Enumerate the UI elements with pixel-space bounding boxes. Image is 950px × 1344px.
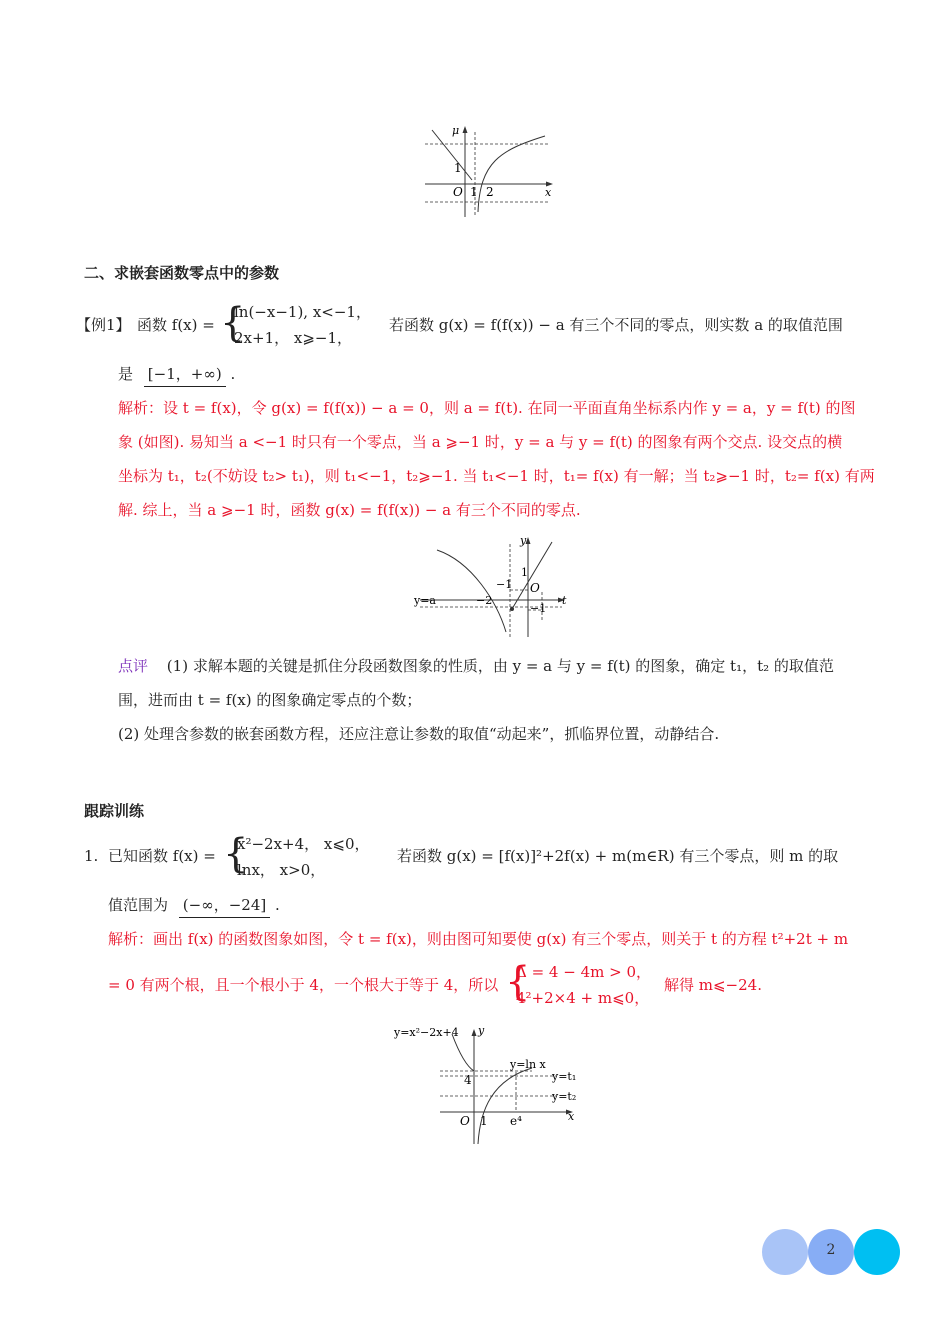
problem-solution-line-2: = 0 有两个根，且一个根小于 4，一个根大于等于 4，所以 — [108, 976, 499, 994]
problem-question: 若函数 g(x) = [f(x)]²+2f(x) + m(m∈R) 有三个零点，则 m 的取 — [397, 847, 839, 865]
solution-line-1: 解析：设 t = f(x)，令 g(x) = f(f(x)) − a = 0，则 a = f(t). 在同一平面直角坐标系内作 y = a，y = f(t) 的图 — [118, 399, 856, 417]
graph3-tick1: 1 — [480, 1114, 488, 1128]
comment-line-3: (2) 处理含参数的嵌套函数方程，还应注意让参数的取值“动起来”，抓临界位置，动静结合. — [118, 725, 720, 743]
example-answer-line — [118, 362, 235, 387]
problem-sys-1: Δ = 4 − 4m > 0， — [516, 963, 652, 981]
page-circle-left — [762, 1229, 808, 1275]
solution-line-3: 坐标为 t₁，t₂(不妨设 t₂> t₁)，则 t₁<−1，t₂⩾−1. 当 t₁<−1 时，t₁= f(x) 有一解；当 t₂⩾−1 时，t₂= f(x) 有两 — [118, 467, 875, 485]
graph1-x-label: x — [545, 186, 552, 199]
graph-1 — [420, 122, 560, 220]
problem-case2: lnx， x>0， — [237, 861, 326, 879]
graph1-tick1: 1 — [470, 185, 478, 199]
example-lead: 函数 f(x) = — [137, 316, 215, 334]
problem-sys-brace: { — [505, 959, 531, 1005]
page-circle-right — [854, 1229, 900, 1275]
graph2-y-label: y — [520, 534, 527, 547]
problem-solution-label: 解析 — [108, 930, 139, 948]
graph2-tick-m1b: −1 — [530, 602, 547, 615]
problem-number: 1. — [84, 847, 99, 865]
graph3-x-label: x — [568, 1110, 575, 1123]
problem-solution-line-1: 解析：画出 f(x) 的函数图象如图，令 t = f(x)，则由图可知要使 g(x) 有三个零点，则关于 t 的方程 t²+2t + m — [108, 930, 849, 948]
problem-brace: { — [223, 831, 249, 877]
problem-answer-blank: (−∞，−24] — [179, 893, 270, 918]
solution-label: 解析 — [118, 399, 149, 417]
graph2-tick-1: 1 — [521, 566, 528, 579]
graph2-line-label: y=a — [414, 594, 436, 607]
graph-2 — [412, 532, 580, 640]
problem-sys-2: 4²+2×4 + m⩽0， — [516, 989, 650, 1007]
training-title: 跟踪训练 — [84, 802, 145, 820]
graph3-t2-label: y=t₂ — [552, 1090, 577, 1103]
problem-answer-line — [108, 893, 280, 918]
graph3-curve2-label: y=ln x — [510, 1058, 546, 1071]
problem-case1: x²−2x+4， x⩽0， — [237, 835, 370, 853]
example-brace: { — [220, 300, 246, 346]
graph3-t1-label: y=t₁ — [552, 1070, 577, 1083]
graph1-tick2: 2 — [486, 185, 494, 199]
example-question: 若函数 g(x) = f(f(x)) − a 有三个不同的零点，则实数 a 的取值范围 — [389, 316, 843, 334]
graph3-curve1-label: y=x²−2x+4 — [394, 1026, 459, 1039]
problem-answer-prefix: 值范围为 — [108, 896, 169, 914]
page-number: 2 — [826, 1242, 836, 1258]
example-case1: ln(−x−1), x<−1， — [234, 303, 371, 321]
solution-line-4: 解. 综上，当 a ⩾−1 时，函数 g(x) = f(f(x)) − a 有三个不同的零点. — [118, 501, 581, 519]
section-title: 二、求嵌套函数零点中的参数 — [84, 264, 280, 282]
answer-prefix: 是 — [118, 365, 134, 383]
comment-label: 点评 — [118, 657, 149, 675]
example-case2: 2x+1， x⩾−1， — [234, 329, 353, 347]
solution-line-2: 象 (如图). 易知当 a <−1 时只有一个零点，当 a ⩾−1 时，y = a 与 y = f(t) 的图象有两个交点. 设交点的横 — [118, 433, 843, 451]
answer-suffix: . — [230, 365, 236, 383]
graph1-y-label: μ — [452, 124, 460, 137]
graph2-tick-m2: −2 — [476, 594, 493, 607]
graph3-origin: O — [460, 1114, 470, 1128]
graph1-ytick: 1 — [454, 161, 462, 175]
problem-answer-suffix: . — [275, 896, 280, 914]
graph3-y-label: y — [478, 1024, 485, 1037]
graph3-tick-e4: e⁴ — [510, 1114, 522, 1128]
problem-solution-end: 解得 m⩽−24. — [664, 976, 762, 994]
graph2-x-label: t — [562, 594, 567, 607]
graph-3 — [392, 1020, 592, 1150]
example-tag: 【例1】 — [76, 316, 131, 334]
graph3-tick4: 4 — [464, 1073, 472, 1087]
problem-lead: 已知函数 f(x) = — [108, 847, 216, 865]
graph2-origin: O — [530, 581, 540, 595]
graph2-tick-m1: −1 — [496, 578, 513, 591]
comment-line-2: 围，进而由 t = f(x) 的图象确定零点的个数； — [118, 691, 422, 709]
graph1-origin: O — [453, 185, 463, 199]
comment-line-1: 点评 (1) 求解本题的关键是抓住分段函数图象的性质，由 y = a 与 y = f(t) 的图象，确定 t₁，t₂ 的取值范 — [118, 657, 834, 675]
answer-blank: [−1，+∞) — [144, 362, 226, 387]
